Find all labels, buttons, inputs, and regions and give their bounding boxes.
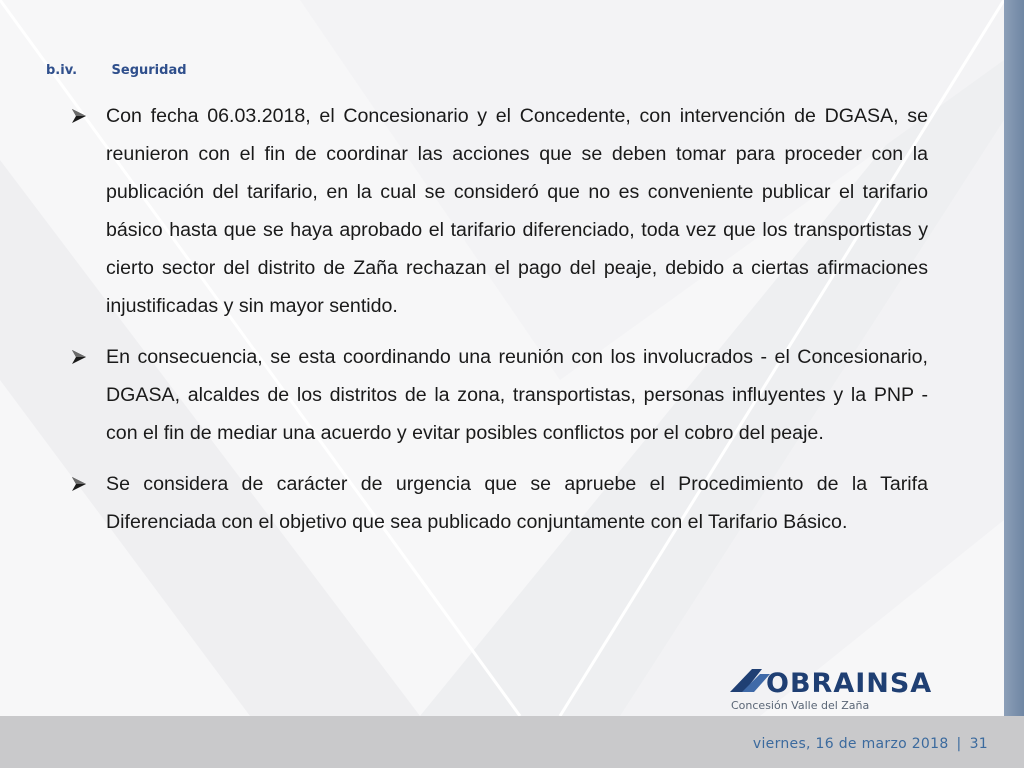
bullet-text: En consecuencia, se esta coordinando una reunión con los involucrados - el Concesionario, DGASA, alcaldes de los distritos de la zona, transportistas, personas influyentes y la PNP - con el fin de mediar una acuerdo y evitar posibles conflictos por el cobro del peaje. — [106, 346, 928, 444]
footer — [753, 736, 988, 752]
footer-date: viernes, 16 de marzo 2018 — [752, 736, 949, 752]
bullet-item — [70, 465, 928, 541]
bullet-item — [70, 338, 928, 452]
bullet-text: Con fecha 06.03.2018, el Concesionario y el Concedente, con intervención de DGASA, se reunieron con el fin de coordinar las acciones que se deben tomar para proceder con la publicación del tarifario, en la cual se consideró que no es conveniente publicar el tarifario básico hasta que se haya aprobado el tarifario diferenciado, toda vez que los transportistas y cierto sector del distrito de Zaña rechazan el pago del peaje, debido a ciertas afirmaciones injustificadas y sin mayor sentido. — [106, 105, 928, 317]
bullet-item — [70, 97, 928, 325]
section-header — [46, 63, 187, 78]
right-accent-bar — [1004, 0, 1024, 716]
page-number: 31 — [969, 736, 988, 752]
arrow-bullet-icon — [70, 107, 88, 125]
logo-subtitle: Concesión Valle del Zaña — [731, 699, 870, 712]
section-number: b.iv. — [46, 63, 78, 78]
footer-separator: | — [956, 736, 962, 752]
arrow-bullet-icon — [70, 475, 88, 493]
arrow-bullet-icon — [70, 348, 88, 366]
bullet-text: Se considera de carácter de urgencia que se apruebe el Procedimiento de la Tarifa Diferenciada con el objetivo que sea publicado conjuntamente con el Tarifario Básico. — [106, 473, 928, 533]
section-title: Seguridad — [111, 63, 187, 78]
bullet-list — [70, 97, 928, 554]
logo-wordmark: OBRAINSA — [766, 668, 933, 699]
